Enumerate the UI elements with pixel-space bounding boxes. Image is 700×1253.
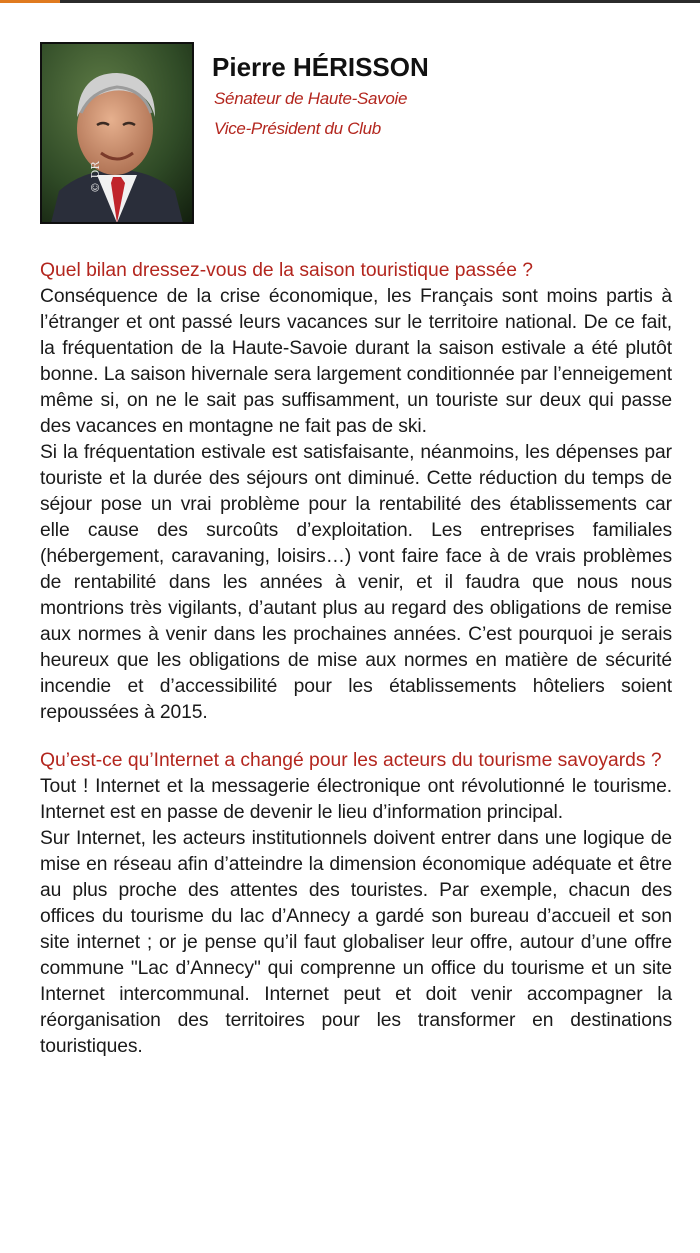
portrait-image (41, 43, 193, 223)
photo-credit: © DR (89, 161, 102, 193)
answer-paragraph: Tout ! Internet et la messagerie électronique ont révolutionné le tourisme. Internet est en passe de devenir le lieu d’information principal. (40, 776, 672, 823)
interview-section-2 (40, 748, 672, 1060)
question-heading: Qu’est-ce qu’Internet a changé pour les acteurs du tourisme savoyards ? (40, 750, 662, 771)
person-role-vice-president: Vice-Président du Club (214, 119, 381, 138)
portrait-photo (40, 42, 194, 224)
person-name: Pierre HÉRISSON (212, 52, 429, 82)
question-heading: Quel bilan dressez-vous de la saison touristique passée ? (40, 260, 534, 281)
interview-article (40, 258, 672, 1060)
top-rule (0, 0, 700, 3)
section-spacer (40, 726, 672, 748)
top-rule-accent (0, 0, 60, 3)
answer-paragraph: Conséquence de la crise économique, les Français sont moins partis à l’étranger et ont passé leurs vacances sur le territoire national. De ce fait, la fréquentation de la Haute-Savoie durant la saison estivale a été plutôt bonne. La saison hivernale sera largement conditionnée par l’enneigement même si, on ne le sait pas suffisamment, un touriste sur deux qui passe des vacances en montagne ne fait pas de ski. (40, 286, 672, 437)
interview-section-1 (40, 258, 672, 726)
answer-paragraph: Sur Internet, les acteurs institutionnels doivent entrer dans une logique de mise en réseau afin d’atteindre la dimension économique adéquate et être au plus proche des attentes des touristes. Par exemple, chacun des offices du tourisme du lac d’Annecy a gardé son bureau d’accueil et son site internet ; or je pense qu’il faut globaliser leur offre, autour d’une offre commune "Lac d’Annecy" qui comprenne un office du tourisme et un site Internet intercommunal. Internet peut et doit venir accompagner la réorganisation des territoires pour les transformer en destinations touristiques. (40, 828, 672, 1057)
answer-paragraph: Si la fréquentation estivale est satisfaisante, néanmoins, les dépenses par touriste et la durée des séjours ont diminué. Cette réduction du temps de séjour pose un vrai problème pour la rentabilité des établissements car elle cause des surcoûts d’exploitation. Les entreprises familiales (hébergement, caravaning, loisirs…) vont faire face à de vrais problèmes de rentabilité dans les années à venir, et il faudra que nous nous montrions très vigilants, d’autant plus au regard des obligations de remise aux normes à venir dans les prochaines années. C’est pourquoi je serais heureux que les obligations de mise aux normes en matière de sécurité incendie et d’accessibilité pour les établissements hôteliers soient repoussées à 2015. (40, 442, 672, 723)
person-role-senator: Sénateur de Haute-Savoie (214, 89, 408, 108)
